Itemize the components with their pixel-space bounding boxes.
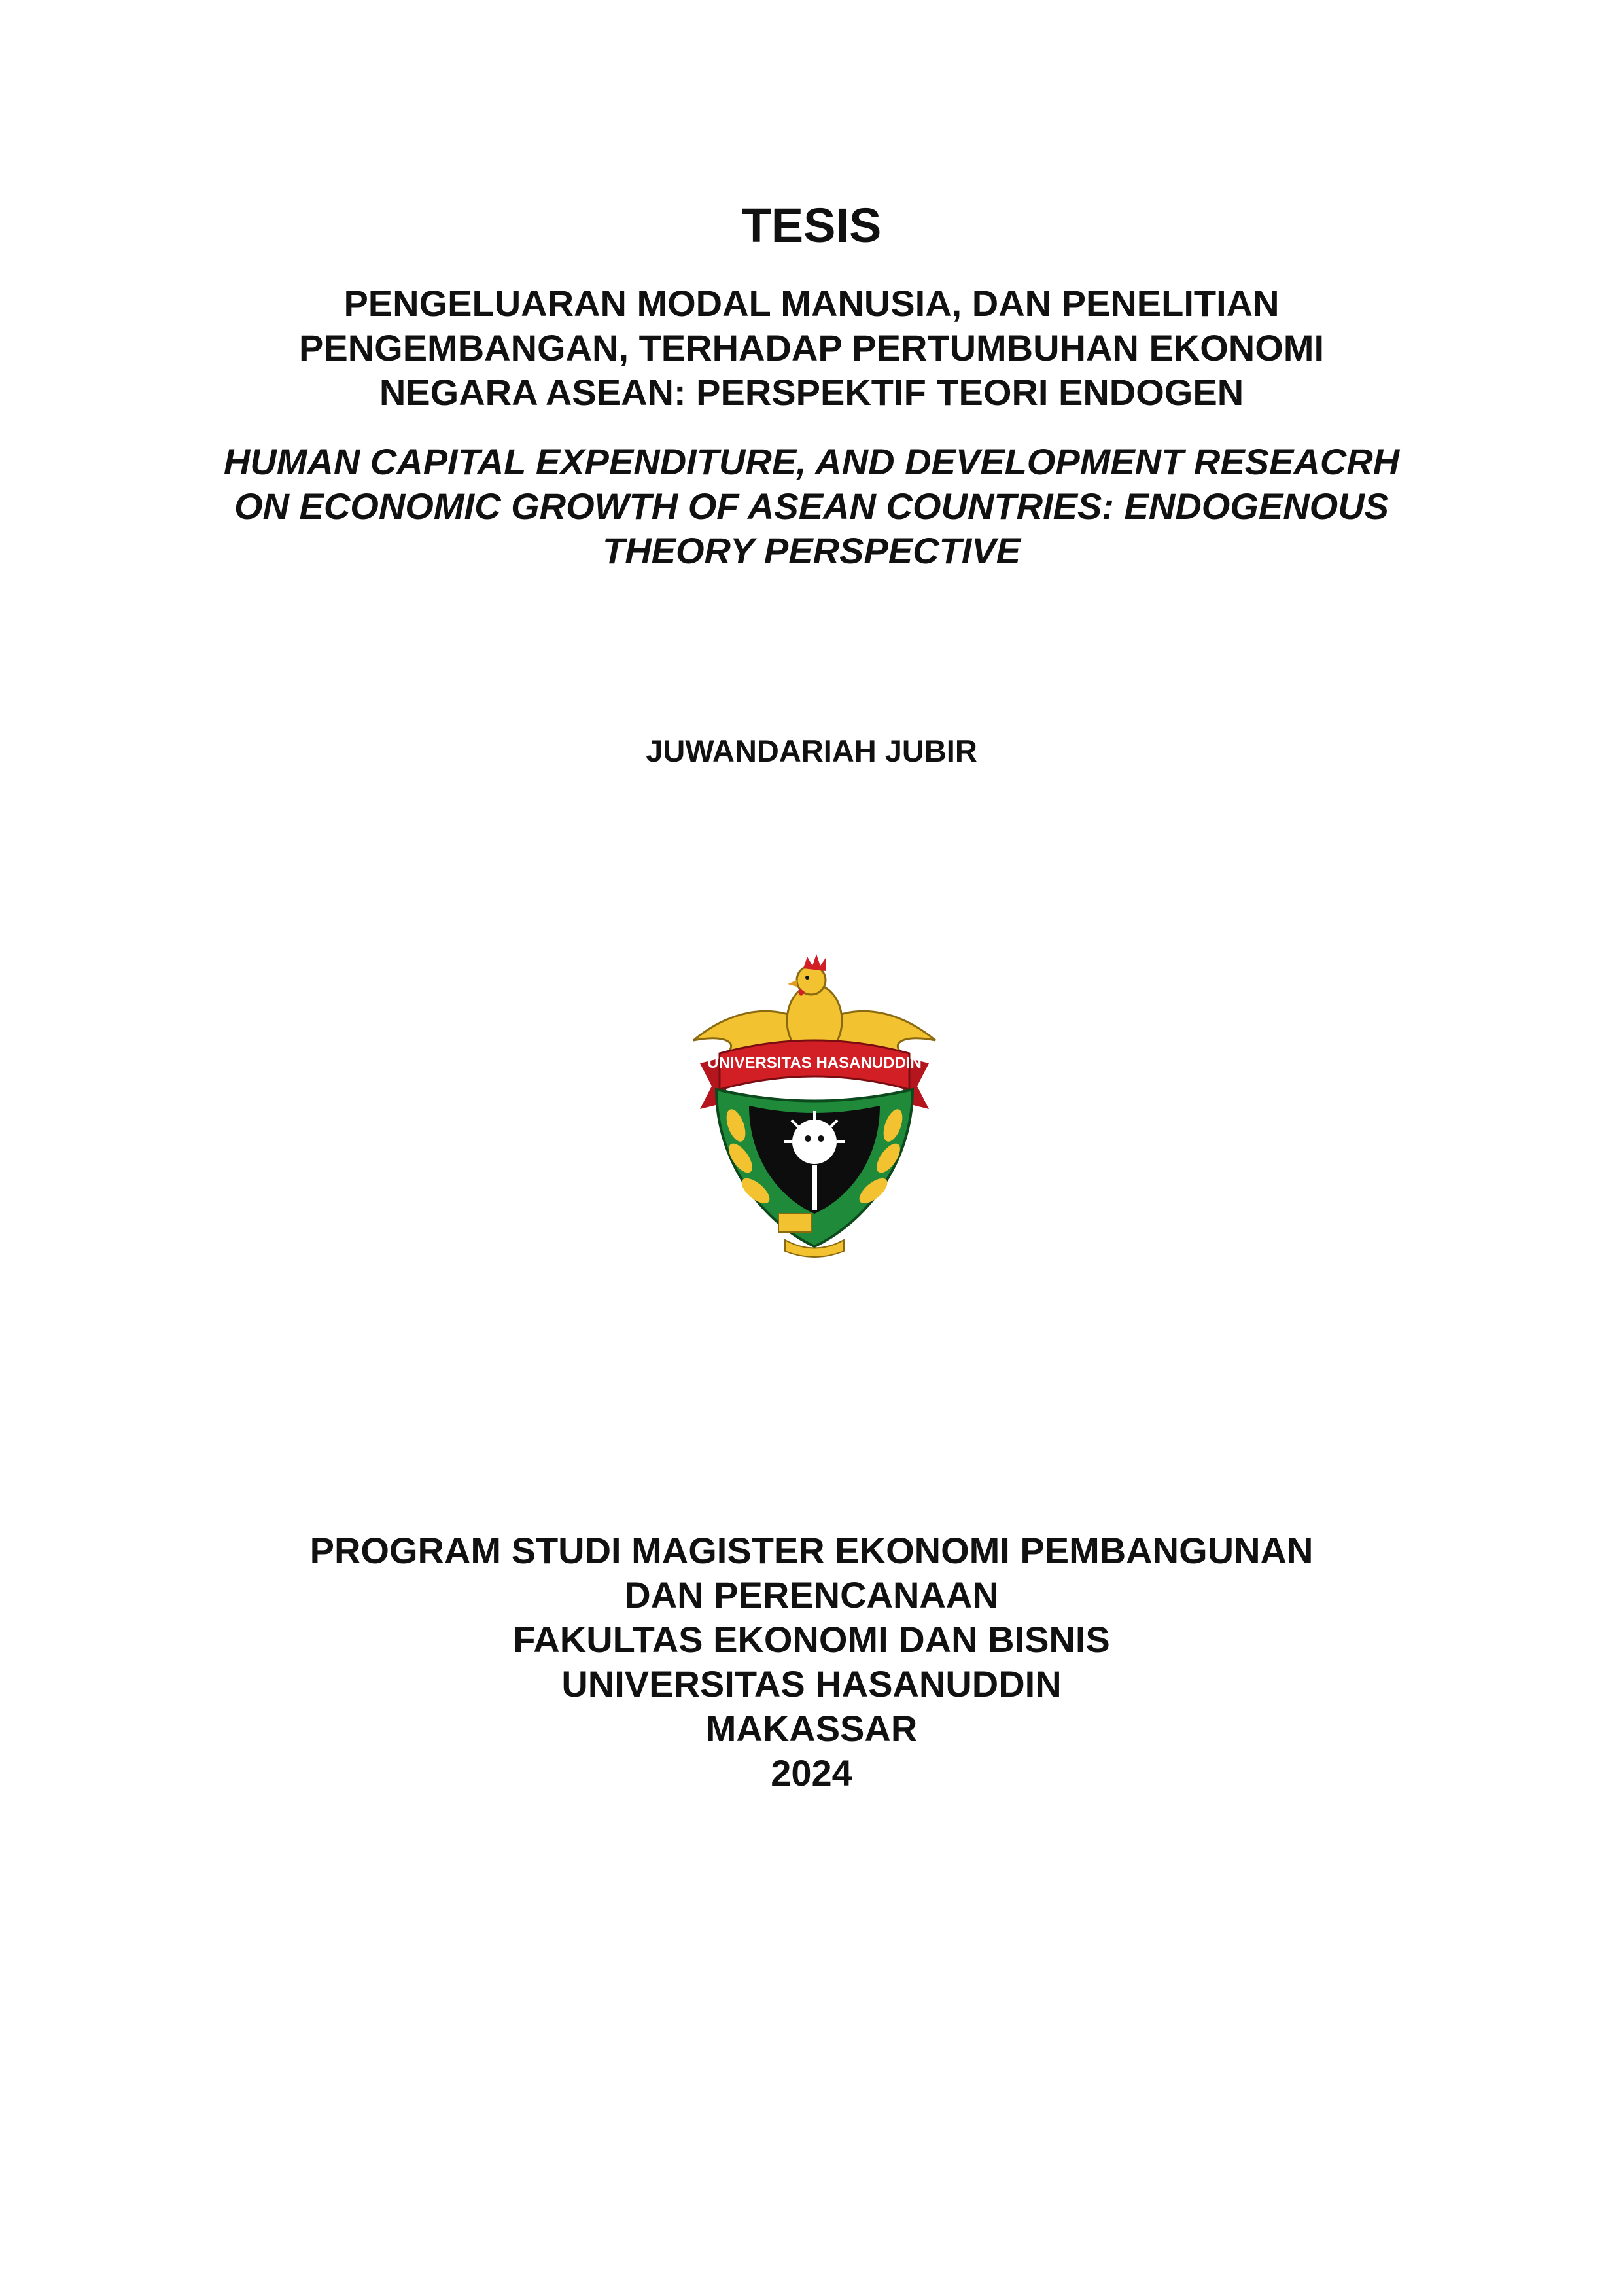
university-name: UNIVERSITAS HASANUDDIN (561, 1663, 1062, 1704)
title-indonesian (0, 281, 1623, 415)
faculty-name: FAKULTAS EKONOMI DAN BISNIS (513, 1619, 1110, 1660)
document-type: TESIS (741, 198, 882, 253)
university-crest-icon (687, 949, 942, 1263)
title-en-line: HUMAN CAPITAL EXPENDITURE, AND DEVELOPMENT RESEACRH (223, 441, 1400, 482)
year: 2024 (771, 1752, 852, 1793)
crest-banner-text: UNIVERSITAS HASANUDDIN (707, 1054, 922, 1072)
title-en-line: ON ECONOMIC GROWTH OF ASEAN COUNTRIES: ENDOGENOUS (234, 486, 1389, 527)
author-name: JUWANDARIAH JUBIR (646, 733, 977, 768)
study-program-cont: DAN PERENCANAAN (624, 1574, 999, 1616)
title-id-line: NEGARA ASEAN: PERSPEKTIF TEORI ENDOGEN (379, 372, 1244, 413)
city-name: MAKASSAR (705, 1708, 918, 1749)
study-program: PROGRAM STUDI MAGISTER EKONOMI PEMBANGUNAN (309, 1530, 1314, 1571)
title-id-line: PENGELUARAN MODAL MANUSIA, DAN PENELITIAN (343, 283, 1280, 324)
title-en-line: THEORY PERSPECTIVE (602, 530, 1021, 571)
title-english (0, 440, 1623, 573)
title-id-line: PENGEMBANGAN, TERHADAP PERTUMBUHAN EKONOMI (298, 327, 1324, 368)
institution-block (0, 1528, 1623, 1795)
